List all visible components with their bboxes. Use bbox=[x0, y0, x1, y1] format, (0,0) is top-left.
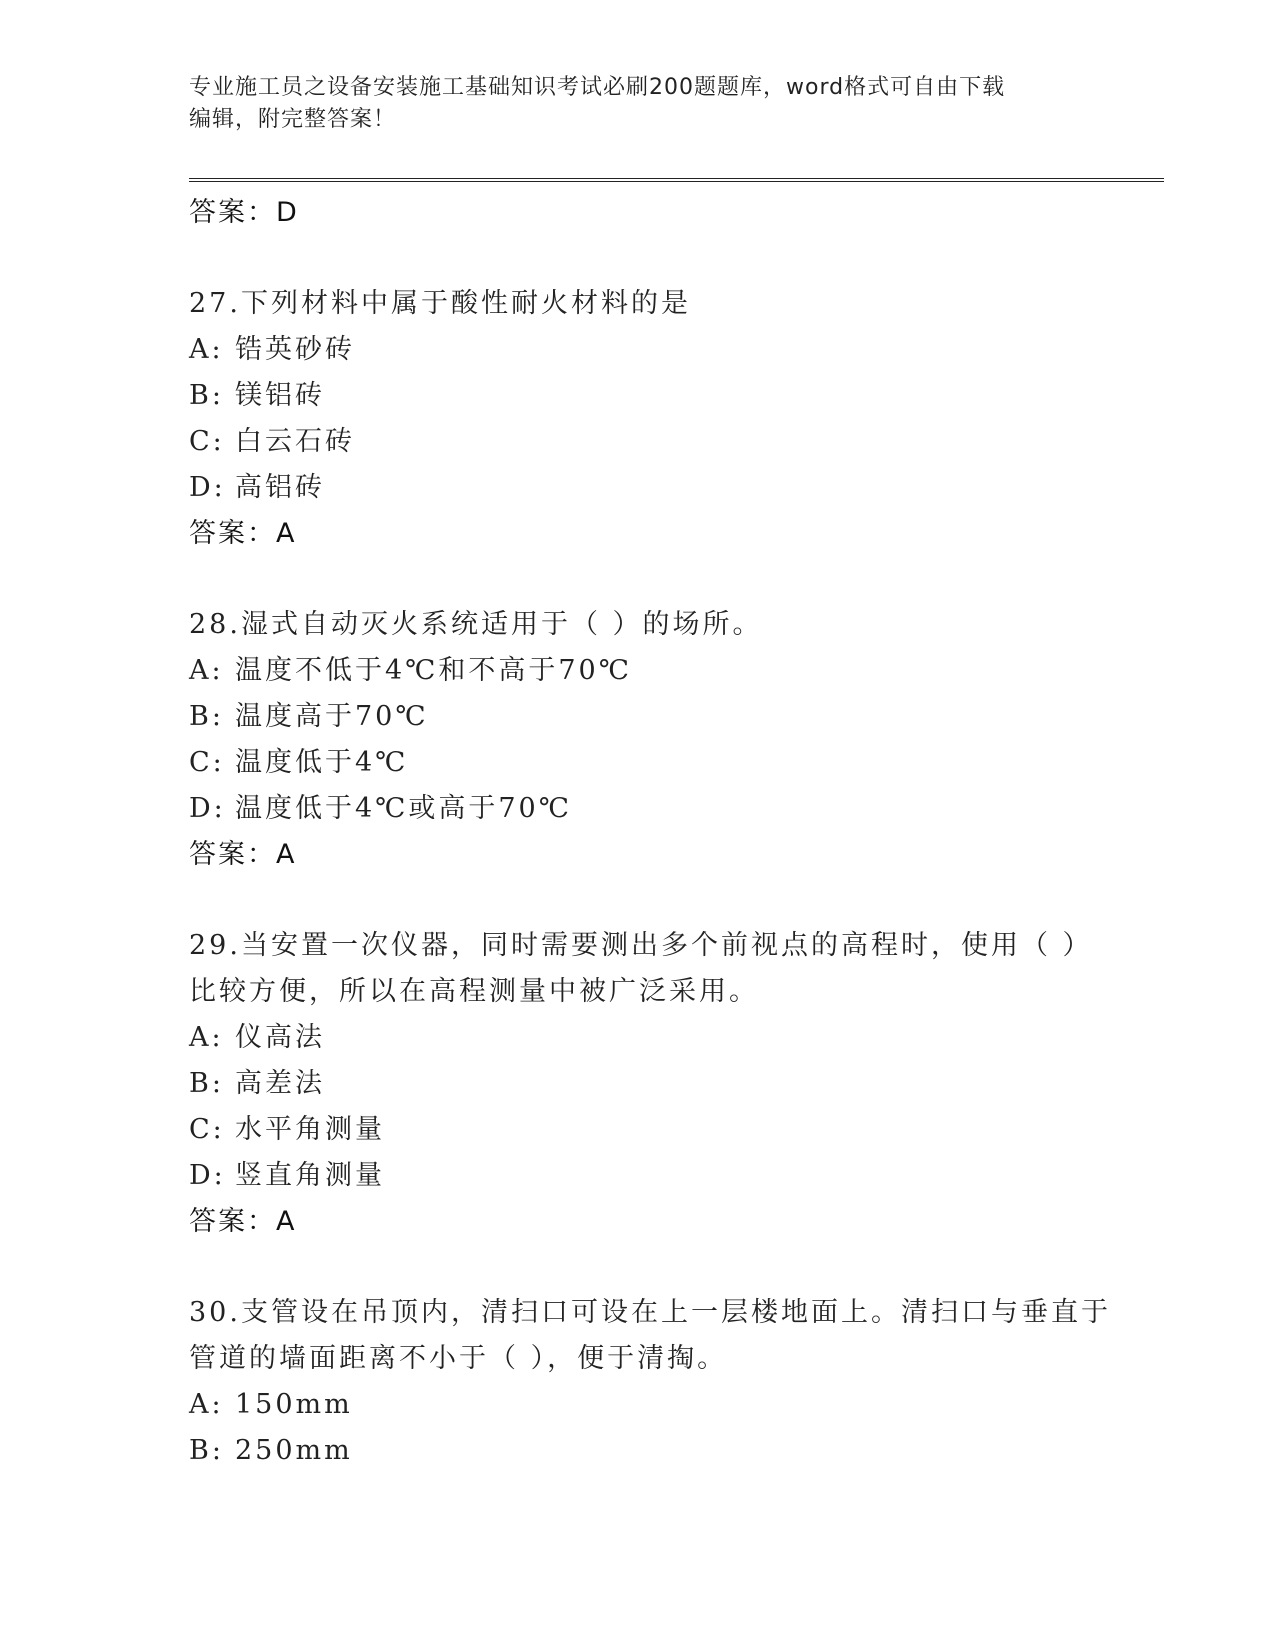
option-letter: A: bbox=[189, 334, 224, 365]
option-text: 150mm bbox=[235, 1389, 353, 1420]
option-letter: B: bbox=[189, 1068, 224, 1099]
option-letter: D: bbox=[189, 472, 226, 503]
option-a bbox=[189, 327, 1164, 373]
option-d bbox=[189, 1153, 1164, 1199]
option-c bbox=[189, 1107, 1164, 1153]
option-b bbox=[189, 694, 1164, 740]
option-d bbox=[189, 465, 1164, 511]
option-b bbox=[189, 1061, 1164, 1107]
option-text: 仪高法 bbox=[235, 1022, 325, 1053]
option-letter: D: bbox=[189, 1160, 226, 1191]
option-a bbox=[189, 1382, 1164, 1428]
option-letter: A: bbox=[189, 1022, 224, 1053]
option-c bbox=[189, 419, 1164, 465]
option-text: 高铝砖 bbox=[235, 472, 325, 503]
question-stem: 27.下列材料中属于酸性耐火材料的是 bbox=[189, 288, 691, 319]
option-letter: A: bbox=[189, 1389, 224, 1420]
option-text: 高差法 bbox=[235, 1068, 325, 1099]
header-line-2: 编辑，附完整答案！ bbox=[189, 107, 397, 132]
option-letter: A: bbox=[189, 655, 224, 686]
option-text: 白云石砖 bbox=[235, 426, 355, 457]
option-d bbox=[189, 786, 1164, 832]
question-list bbox=[189, 190, 1164, 1474]
question-stem: 28.湿式自动灭火系统适用于（ ）的场所。 bbox=[189, 609, 763, 640]
option-text: 水平角测量 bbox=[235, 1114, 385, 1145]
option-text: 竖直角测量 bbox=[235, 1160, 385, 1191]
option-text: 锆英砂砖 bbox=[235, 334, 355, 365]
question-block bbox=[189, 1290, 1164, 1474]
question-block bbox=[189, 281, 1164, 557]
answer-line: 答案：A bbox=[189, 839, 297, 870]
option-text: 温度不低于4℃和不高于70℃ bbox=[235, 655, 632, 686]
option-text: 温度低于4℃或高于70℃ bbox=[235, 793, 572, 824]
page-header bbox=[189, 72, 1069, 136]
option-letter: C: bbox=[189, 1114, 225, 1145]
question-stem: 29.当安置一次仪器，同时需要测出多个前视点的高程时，使用（ ） bbox=[189, 930, 1093, 961]
question-stem: 30.支管设在吊顶内，清扫口可设在上一层楼地面上。清扫口与垂直于 bbox=[189, 1297, 1111, 1328]
option-letter: B: bbox=[189, 701, 224, 732]
header-line-1: 专业施工员之设备安装施工基础知识考试必刷200题题库，word格式可自由下载 bbox=[189, 75, 1006, 100]
option-c bbox=[189, 740, 1164, 786]
option-letter: C: bbox=[189, 747, 225, 778]
question-stem-continued: 管道的墙面距离不小于（ ），便于清掏。 bbox=[189, 1343, 728, 1374]
option-text: 温度高于70℃ bbox=[235, 701, 429, 732]
question-block bbox=[189, 602, 1164, 878]
option-letter: C: bbox=[189, 426, 225, 457]
option-a bbox=[189, 1015, 1164, 1061]
option-letter: B: bbox=[189, 380, 224, 411]
answer-line: 答案：A bbox=[189, 518, 297, 549]
question-block bbox=[189, 923, 1164, 1245]
header-divider bbox=[189, 178, 1164, 182]
previous-answer: 答案：D bbox=[189, 197, 299, 228]
option-letter: D: bbox=[189, 793, 226, 824]
answer-line: 答案：A bbox=[189, 1206, 297, 1237]
option-text: 250mm bbox=[235, 1435, 353, 1466]
option-b bbox=[189, 1428, 1164, 1474]
option-text: 镁铝砖 bbox=[235, 380, 325, 411]
question-stem-continued: 比较方便，所以在高程测量中被广泛采用。 bbox=[189, 976, 759, 1007]
option-letter: B: bbox=[189, 1435, 224, 1466]
option-b bbox=[189, 373, 1164, 419]
option-a bbox=[189, 648, 1164, 694]
option-text: 温度低于4℃ bbox=[235, 747, 409, 778]
